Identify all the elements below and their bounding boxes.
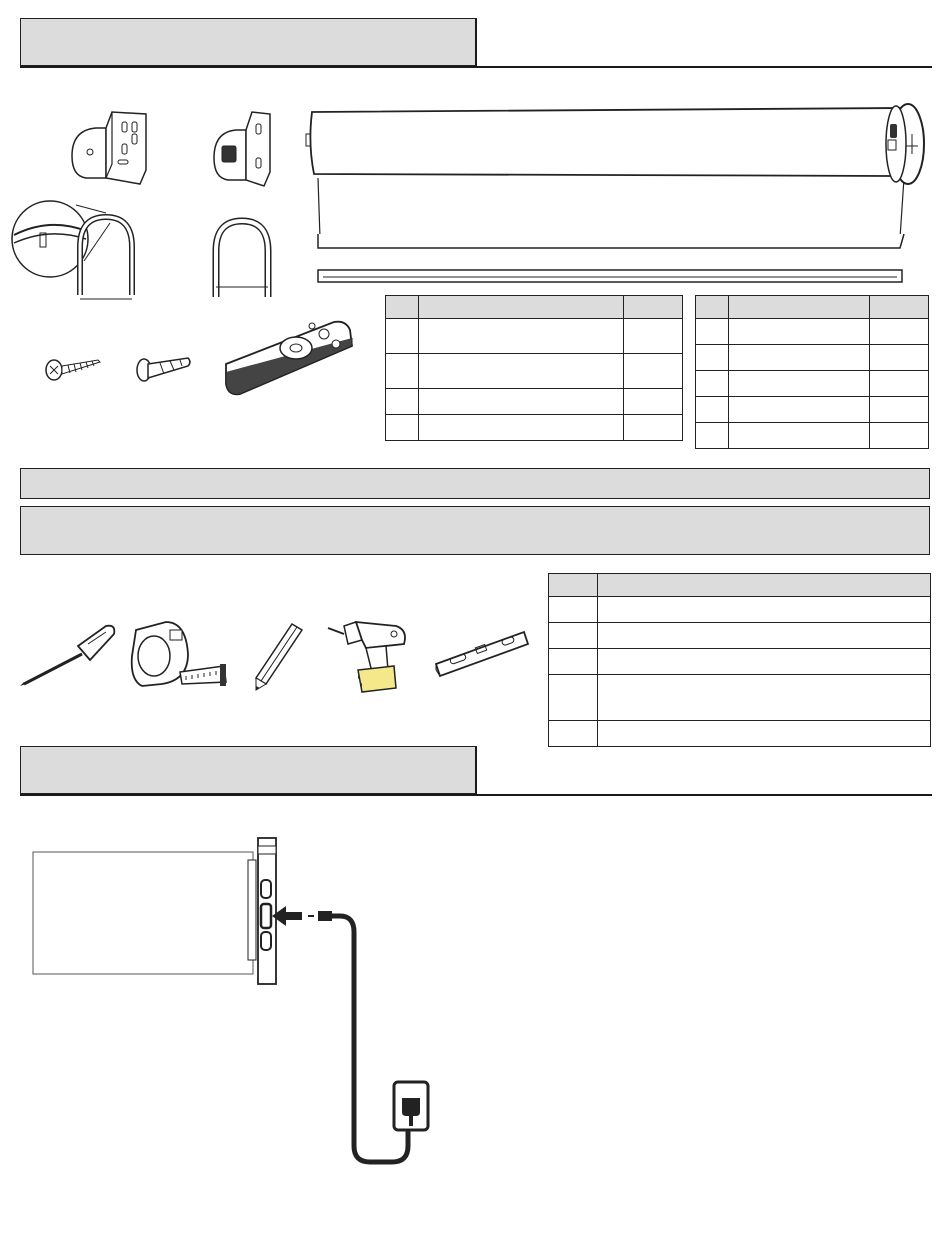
shade-motor-end-icon xyxy=(30,836,280,986)
table-cell xyxy=(419,389,624,415)
parts-table-left xyxy=(385,295,683,441)
table-cell xyxy=(386,415,419,441)
col-header-part xyxy=(696,296,729,319)
wall-anchor-icon xyxy=(134,352,194,384)
table-cell xyxy=(386,319,419,354)
table-cell xyxy=(549,623,598,649)
table-cell xyxy=(598,623,931,649)
table-cell xyxy=(696,319,729,345)
col-header-part xyxy=(386,296,419,319)
table-cell xyxy=(870,423,929,449)
table-cell xyxy=(624,319,683,354)
valance-clip-icon xyxy=(6,195,146,305)
package-contents-header xyxy=(20,18,476,66)
table-cell xyxy=(870,345,929,371)
table-cell xyxy=(386,389,419,415)
parts-table-right xyxy=(695,295,929,449)
col-header-quantity xyxy=(624,296,683,319)
table-cell xyxy=(419,354,624,389)
col-header-tool-description xyxy=(598,574,931,597)
table-cell xyxy=(624,354,683,389)
col-header-tool-id xyxy=(549,574,598,597)
remote-control-icon xyxy=(222,316,356,400)
header-rule xyxy=(20,794,932,796)
table-cell xyxy=(598,721,931,747)
tape-measure-icon xyxy=(126,620,230,692)
table-cell xyxy=(870,371,929,397)
table-cell xyxy=(729,397,870,423)
charging-header xyxy=(20,746,476,794)
table-cell xyxy=(549,675,598,721)
bottom-bar-icon xyxy=(317,268,905,286)
col-header-description xyxy=(729,296,870,319)
table-cell xyxy=(696,371,729,397)
level-icon xyxy=(432,626,532,680)
bracket-motor-side-icon xyxy=(210,108,280,188)
power-drill-icon xyxy=(326,618,412,694)
table-cell xyxy=(549,721,598,747)
table-cell xyxy=(598,649,931,675)
col-header-description xyxy=(419,296,624,319)
table-cell xyxy=(386,354,419,389)
col-header-quantity xyxy=(870,296,929,319)
table-cell xyxy=(696,423,729,449)
table-cell xyxy=(419,415,624,441)
valance-clip-icon xyxy=(210,217,274,301)
header-divider xyxy=(475,746,477,796)
notice-banner-large xyxy=(20,506,930,555)
pencil-icon xyxy=(252,622,306,692)
table-cell xyxy=(729,319,870,345)
header-divider xyxy=(475,18,477,68)
table-cell xyxy=(598,597,931,623)
bracket-icon xyxy=(66,108,156,188)
table-cell xyxy=(870,319,929,345)
table-cell xyxy=(729,371,870,397)
table-cell xyxy=(696,397,729,423)
table-cell xyxy=(870,397,929,423)
table-cell xyxy=(624,415,683,441)
table-cell xyxy=(549,597,598,623)
power-adapter-icon xyxy=(392,1080,432,1132)
table-cell xyxy=(598,675,931,721)
tools-table xyxy=(548,573,931,747)
table-cell xyxy=(729,345,870,371)
table-cell xyxy=(696,345,729,371)
table-cell xyxy=(624,389,683,415)
roller-shade-icon xyxy=(300,98,930,254)
table-cell xyxy=(419,319,624,354)
screw-icon xyxy=(44,354,104,384)
screwdriver-icon xyxy=(18,624,118,688)
notice-banner xyxy=(20,468,930,499)
header-rule xyxy=(20,66,932,68)
table-cell xyxy=(549,649,598,675)
table-cell xyxy=(729,423,870,449)
